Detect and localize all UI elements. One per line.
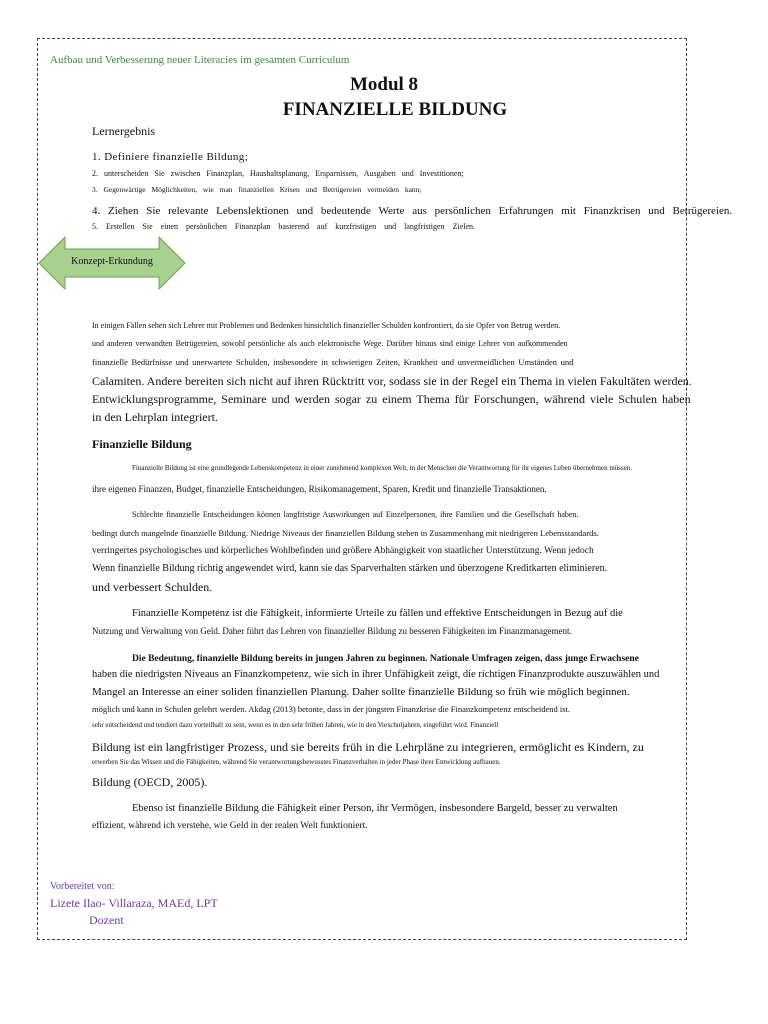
para2-line-1: Schlechte finanzielle Entscheidungen können langfristige Auswirkungen auf Einzelpersonen, ihre Familien und die Gesellschaft haben. bbox=[132, 510, 579, 519]
para4-line-6: Bildung ist ein langfristiger Prozess, und sie bereits früh in die Lehrpläne zu integrieren, ermöglicht es Kindern, zu bbox=[92, 740, 644, 754]
objective-1: 1. Definiere finanzielle Bildung; bbox=[92, 151, 249, 163]
intro-line-5: Entwicklungsprogramme, Seminare und werden sogar zu einem Thema für Forschungen, während viele Schulen haben bbox=[92, 392, 691, 406]
para2-line-3: verringertes psychologisches und körperliches Wohlbefinden und größere Abhängigkeit von staatlicher Unterstützung. Wenn jedoch bbox=[92, 546, 594, 556]
objective-2: 2. unterscheiden Sie zwischen Finanzplan, Haushaltsplanung, Ersparnissen, Ausgaben und Investitionen; bbox=[92, 169, 464, 178]
para3-line-2: Nutzung und Verwaltung von Geld. Daher führt das Lehren von finanzieller Bildung zu besseren Fähigkeiten im Finanzmanagement. bbox=[92, 626, 572, 636]
para4-line-1: Die Bedeutung, finanzielle Bildung bereits in jungen Jahren zu beginnen. Nationale Umfragen zeigen, dass junge Erwachsene bbox=[132, 654, 639, 664]
intro-line-4: Calamiten. Andere bereiten sich nicht auf ihren Rücktritt vor, sodass sie in der Regel ein Thema in vielen Fakultäten werden. bbox=[92, 374, 692, 388]
para2-line-5: und verbessert Schulden. bbox=[92, 580, 213, 594]
para3-line-1: Finanzielle Kompetenz ist die Fähigkeit, informierte Urteile zu fällen und effektive Entscheidungen in Bezug auf die bbox=[132, 608, 623, 619]
para2-line-2: bedingt durch mangelnde finanzielle Bildung. Niedrige Niveaus der finanziellen Bildung stehen in Zusammenhang mit niedrigeren Lebensstandards. bbox=[92, 528, 599, 538]
para5-line-1: Ebenso ist finanzielle Bildung die Fähigkeit einer Person, ihr Vermögen, insbesondere Bargeld, besser zu verwalten bbox=[132, 803, 618, 814]
module-number: Modul 8 bbox=[349, 74, 419, 95]
intro-line-3: finanzielle Bedürfnisse und unerwartete Schulden, insbesondere in schwierigen Zeiten, Krankheit und unvermeidlichen Umständen und bbox=[92, 357, 574, 367]
para4-line-2: haben die niedrigsten Niveaus an Finanzkompetenz, wie sich in ihrer Unfähigkeit zeigt, die richtigen Finanzprodukte auszuwählen und bbox=[92, 669, 660, 680]
objectives-heading: Lernergebnis bbox=[92, 124, 156, 138]
para4-line-4: möglich und kann in Schulen gelehrt werden. Akdag (2013) betonte, dass in der jüngsten Finanzkrise die Finanzkompetenz entscheidend ist. bbox=[92, 704, 571, 714]
para4-line-5: sehr entscheidend und tendiert dazu vorteilhaft zu sein, wenn es in den sehr frühen Jahren, wie in den Vorschuljahren, eingeführt wird. Finanziell bbox=[92, 721, 499, 729]
intro-line-6: in den Lehrplan integriert. bbox=[92, 410, 218, 424]
para4-line-3: Mangel an Interesse an einer soliden finanziellen Planung. Daher sollte finanzielle Bildung so früh wie möglich beginnen. bbox=[92, 686, 630, 698]
para4-line-7: erwerben Sie das Wissen und die Fähigkeiten, während Sie verantwortungsbewusstes Finanzverhalten in jeder Phase ihrer Entwicklung aufbauen. bbox=[92, 758, 501, 766]
intro-line-1: In einigen Fällen sehen sich Lehrer mit Problemen und Bedenken hinsichtlich finanzieller Schulden konfrontiert, da sie Opfer von Betrug werden. bbox=[92, 321, 561, 330]
para1-line-2: ihre eigenen Finanzen, Budget, finanzielle Entscheidungen, Risikomanagement, Sparen, Kredit und finanzielle Transaktionen. bbox=[92, 484, 547, 494]
intro-line-2: und anderen verwandten Betrügereien, sowohl persönliche als auch elektronische Wege. Darüber hinaus sind einige Lehrer von aufkommenden bbox=[92, 339, 568, 348]
author-role: Dozent bbox=[89, 913, 124, 927]
para5-line-2: effizient, während ich verstehe, wie Geld in der realen Welt funktioniert. bbox=[92, 821, 368, 831]
author-name: Lizete Ilao- Villaraza, MAEd, LPT bbox=[50, 896, 218, 910]
objective-4: 4. Ziehen Sie relevante Lebenslektionen und bedeutende Werte aus persönlichen Erfahrungen mit Finanzkrisen und Betrügereien. bbox=[92, 205, 733, 217]
para2-line-4: Wenn finanzielle Bildung richtig angewendet wird, kann sie das Sparverhalten stärken und überzogene Kreditkarten eliminieren. bbox=[92, 563, 608, 574]
section-heading: Finanzielle Bildung bbox=[92, 437, 192, 451]
objective-5: 5. Erstellen Sie einen persönlichen Finanzplan basierend auf kurzfristigen und langfristigen Zielen. bbox=[92, 222, 476, 231]
module-title: FINANZIELLE BILDUNG bbox=[282, 99, 508, 120]
objective-3: 3. Gegenwärtige Möglichkeiten, wie man finanziellen Krisen und Betrügereien vermeiden kann; bbox=[92, 185, 422, 194]
prepared-by-label: Vorbereitet von: bbox=[50, 881, 115, 892]
para1-line-1: Finanzielle Bildung ist eine grundlegende Lebenskompetenz in einer zunehmend komplexen Welt, in der Menschen die Verantwortung für ihr eigenes Leben übernehmen müssen. bbox=[132, 464, 633, 472]
course-title: Aufbau und Verbesserung neuer Literacies im gesamten Curriculum bbox=[50, 54, 350, 66]
concept-exploration-label: Konzept-Erkundung bbox=[71, 256, 153, 267]
para4-line-8: Bildung (OECD, 2005). bbox=[92, 775, 208, 789]
